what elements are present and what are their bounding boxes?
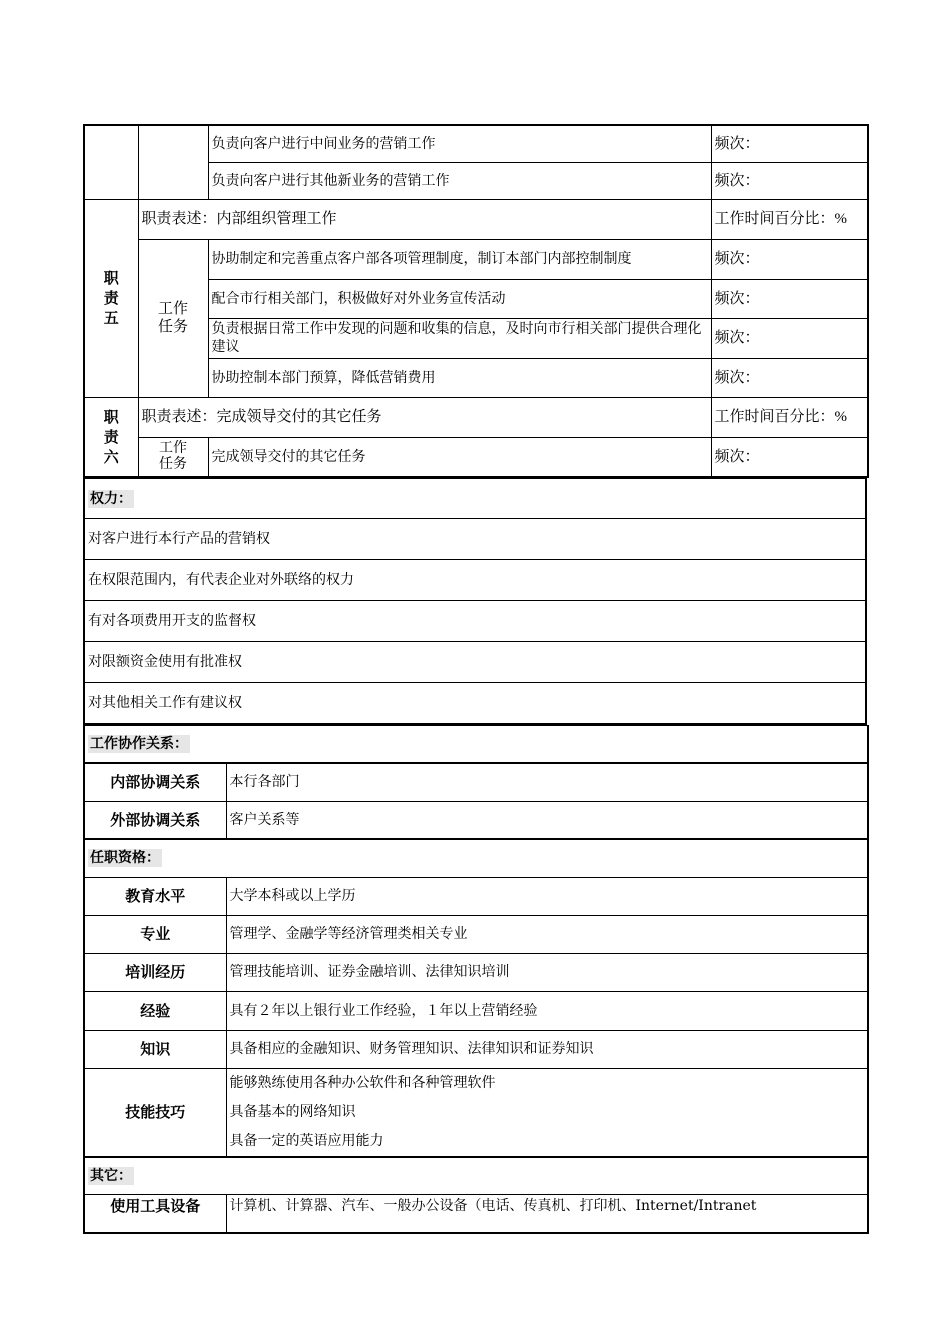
- qualification-table: [83, 725, 869, 1234]
- duty5-label-line: 五: [103, 309, 119, 327]
- duty5-time-percentage: 工作时间百分比：%: [711, 199, 868, 239]
- duty5-label-line: 责: [103, 289, 119, 307]
- knowledge-label: 知识: [84, 1030, 226, 1068]
- skill-item: 具备一定的英语应用能力: [229, 1132, 384, 1149]
- education-label: 教育水平: [84, 877, 226, 915]
- education-value: 大学本科或以上学历: [226, 877, 868, 915]
- task-description: 负责向客户进行中间业务的营销工作: [208, 125, 711, 162]
- authority-title-text: 权力：: [90, 490, 132, 507]
- knowledge-value: 具备相应的金融知识、财务管理知识、法律知识和证券知识: [226, 1030, 868, 1068]
- authority-table: [83, 478, 867, 725]
- job-description-page: [83, 124, 867, 1234]
- external-relations-label: 外部协调关系: [84, 801, 226, 839]
- task-frequency: 频次：: [711, 358, 868, 397]
- skills-list: [226, 1068, 868, 1157]
- task-frequency: 频次：: [711, 318, 868, 358]
- external-relations-value: 客户关系等: [226, 801, 868, 839]
- duty6-statement: 职责表述：完成领导交付的其它任务: [138, 397, 711, 437]
- duties-table: [83, 124, 869, 478]
- tools-label: 使用工具设备: [84, 1195, 226, 1233]
- duty-continued-task-label-cell: [138, 125, 208, 199]
- task-description: 配合市行相关部门，积极做好对外业务宣传活动: [208, 279, 711, 318]
- task-description: 协助控制本部门预算，降低营销费用: [208, 358, 711, 397]
- task-description: 负责根据日常工作中发现的问题和收集的信息，及时向市行相关部门提供合理化建议: [208, 318, 711, 358]
- duty6-time-percentage: 工作时间百分比：%: [711, 397, 868, 437]
- task-frequency: 频次：: [711, 162, 868, 199]
- other-section-title: [84, 1157, 868, 1195]
- task-frequency: 频次：: [711, 125, 868, 162]
- duty5-label: [84, 199, 138, 397]
- internal-relations-label: 内部协调关系: [84, 763, 226, 801]
- task-frequency: 频次：: [711, 239, 868, 279]
- task-description: 完成领导交付的其它任务: [208, 437, 711, 477]
- duty6-task-label: 工作 任务: [138, 437, 208, 477]
- authority-section-title: [84, 479, 866, 519]
- task-frequency: 频次：: [711, 437, 868, 477]
- other-title-text: 其它：: [90, 1167, 132, 1184]
- tools-value: 计算机、计算器、汽车、一般办公设备（电话、传真机、打印机、Internet/Intranet: [226, 1195, 868, 1233]
- major-label: 专业: [84, 915, 226, 953]
- duty5-statement: 职责表述：内部组织管理工作: [138, 199, 711, 239]
- relations-title-text: 工作协作关系：: [90, 735, 188, 752]
- task-frequency: 频次：: [711, 279, 868, 318]
- internal-relations-value: 本行各部门: [226, 763, 868, 801]
- duty6-label-line: 职: [103, 407, 119, 426]
- duty5-label-line: 职: [103, 269, 119, 287]
- experience-value: 具有２年以上银行业工作经验，１年以上营销经验: [226, 991, 868, 1030]
- duty6-label-line: 责: [103, 427, 119, 446]
- major-value: 管理学、金融学等经济管理类相关专业: [226, 915, 868, 953]
- task-description: 负责向客户进行其他新业务的营销工作: [208, 162, 711, 199]
- duty6-label-line: 六: [103, 447, 119, 466]
- authority-item: 对其他相关工作有建议权: [84, 683, 866, 724]
- relations-section-title: [84, 725, 868, 763]
- task-description: 协助制定和完善重点客户部各项管理制度，制订本部门内部控制制度: [208, 239, 711, 279]
- qualifications-section-title: [84, 839, 868, 877]
- skills-label: 技能技巧: [84, 1068, 226, 1157]
- duty5-task-label: 工作 任务: [138, 239, 208, 397]
- authority-item: 有对各项费用开支的监督权: [84, 601, 866, 642]
- duty6-label: [84, 397, 138, 477]
- skill-item: 能够熟练使用各种办公软件和各种管理软件: [229, 1074, 496, 1091]
- authority-item: 在权限范围内，有代表企业对外联络的权力: [84, 560, 866, 601]
- authority-item: 对限额资金使用有批准权: [84, 642, 866, 683]
- qualifications-title-text: 任职资格：: [90, 850, 160, 867]
- training-value: 管理技能培训、证券金融培训、法律知识培训: [226, 953, 868, 991]
- skill-item: 具备基本的网络知识: [229, 1103, 356, 1120]
- authority-item: 对客户进行本行产品的营销权: [84, 519, 866, 560]
- experience-label: 经验: [84, 991, 226, 1030]
- duty-continued-label-cell: [84, 125, 138, 199]
- training-label: 培训经历: [84, 953, 226, 991]
